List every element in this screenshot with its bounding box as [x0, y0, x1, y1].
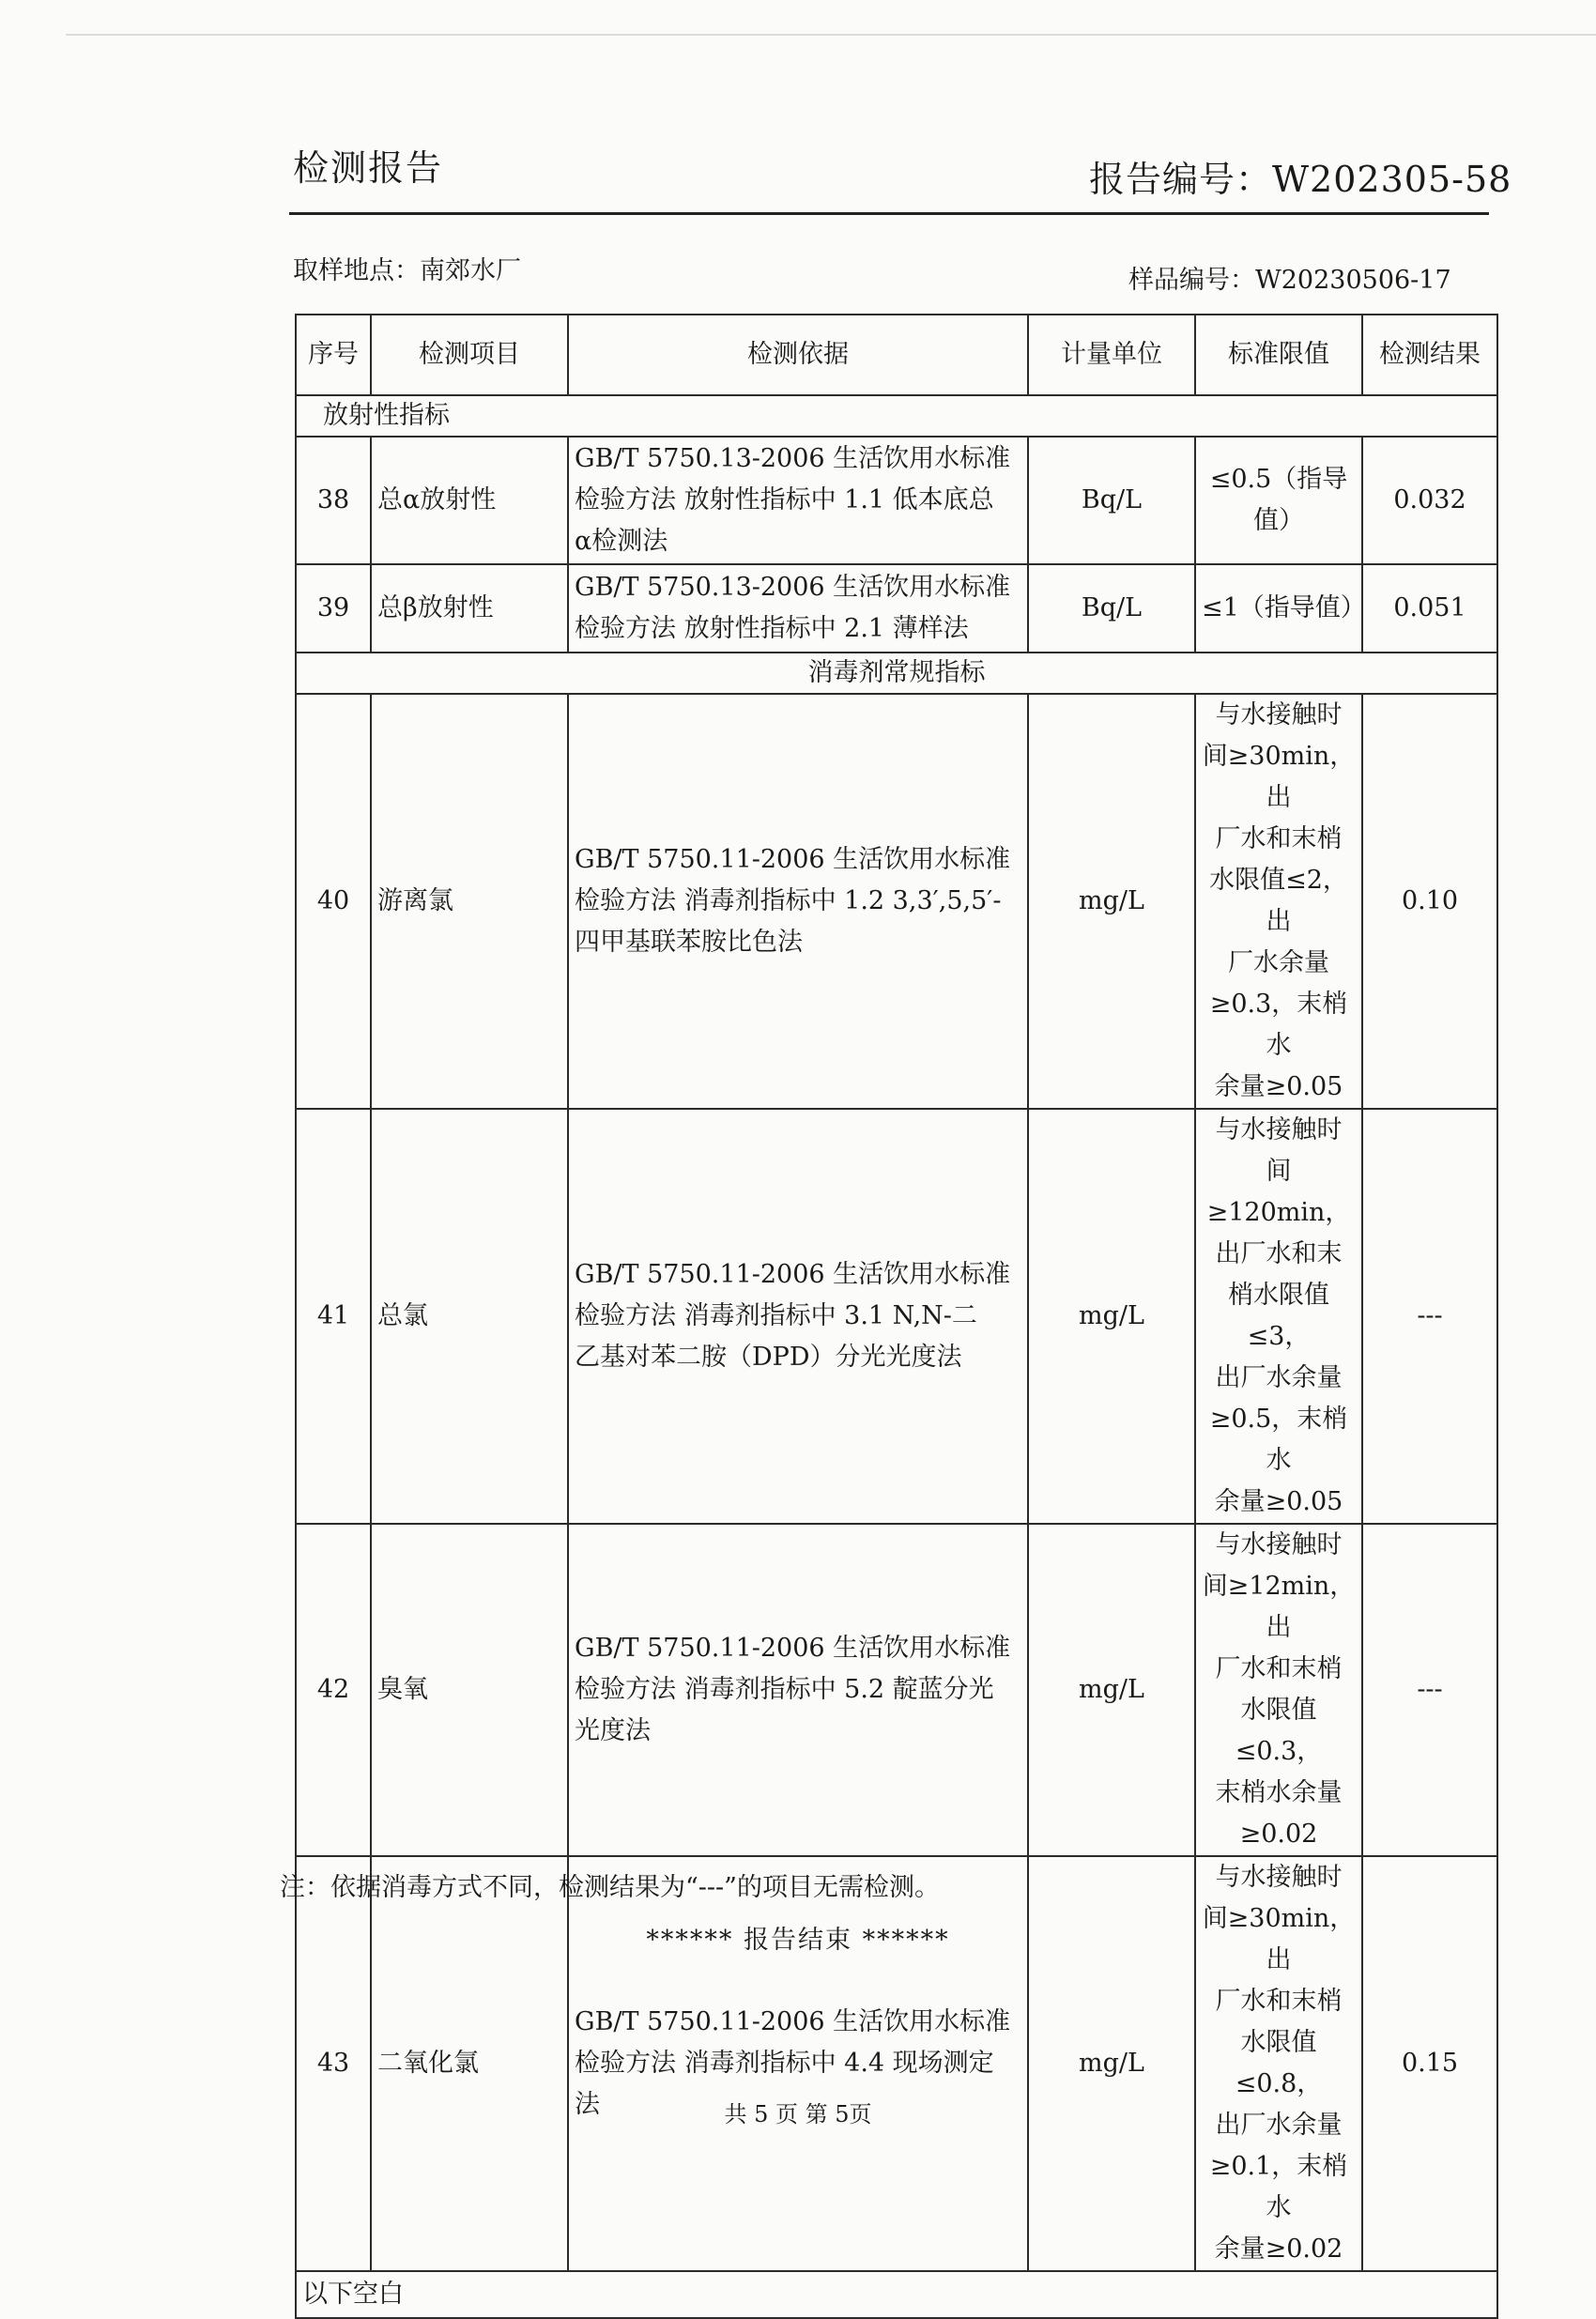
standard-line: GB/T 5750.13-2006 生活饮用水标准	[575, 444, 1011, 473]
standard-line: 检验方法 消毒剂指标中 3.1 N,N-二	[575, 1301, 977, 1330]
limit-line: ≥0.5，末梢水	[1209, 1405, 1348, 1475]
blank-below-row	[296, 2271, 1497, 2318]
standard-line: 光度法	[575, 1716, 651, 1745]
sample-location: 取样地点：南郊水厂	[293, 256, 521, 285]
standard-line: GB/T 5750.11-2006 生活饮用水标准	[575, 1634, 1011, 1663]
limit-line: 余量≥0.02	[1214, 2235, 1343, 2264]
footnote: 注：依据消毒方式不同，检测结果为“---”的项目无需检测。	[280, 1873, 940, 1902]
standard-line: α检测法	[575, 527, 668, 556]
row-standard	[568, 1524, 1028, 1856]
standard-line: GB/T 5750.13-2006 生活饮用水标准	[575, 573, 1011, 602]
row-unit: mg/L	[1028, 1856, 1195, 2271]
table-row	[296, 1109, 1497, 1524]
limit-line: 水限值≤2，出	[1209, 866, 1348, 936]
row-no: 39	[296, 564, 371, 653]
row-standard	[568, 1109, 1028, 1524]
blank-below-text: 以下空白	[296, 2271, 1497, 2318]
row-standard	[568, 564, 1028, 653]
standard-line: GB/T 5750.11-2006 生活饮用水标准	[575, 2007, 1011, 2036]
sample-number: 样品编号：W20230506-17	[1128, 266, 1451, 295]
report-title: 检测报告	[293, 147, 444, 189]
col-header-standard: 检测依据	[568, 315, 1028, 395]
col-header-no: 序号	[296, 315, 371, 395]
row-standard	[568, 694, 1028, 1109]
standard-line: 检验方法 放射性指标中 1.1 低本底总	[575, 485, 994, 514]
limit-line: 厂水和末梢	[1215, 1987, 1343, 2016]
row-limit	[1195, 437, 1362, 564]
row-standard	[568, 437, 1028, 564]
table-row	[296, 694, 1497, 1109]
section-row-disinfectant	[296, 653, 1497, 694]
limit-line: 水限值≤0.8，	[1235, 2028, 1323, 2098]
row-item: 总α放射性	[371, 437, 568, 564]
header-divider	[289, 212, 1489, 215]
limit-line: 间≥12min，出	[1202, 1572, 1356, 1642]
row-result: 0.032	[1362, 437, 1497, 564]
limit-line: 与水接触时	[1215, 1863, 1343, 1892]
section-row-radioactive	[296, 395, 1497, 437]
report-number: 报告编号：W202305-58	[1089, 159, 1512, 200]
limit-line: 余量≥0.05	[1214, 1487, 1343, 1516]
row-result: ---	[1362, 1109, 1497, 1524]
standard-line: 检验方法 消毒剂指标中 1.2 3,3′,5,5′-	[575, 886, 1002, 915]
limit-line: 余量≥0.05	[1214, 1072, 1343, 1101]
scan-edge-line	[66, 34, 1596, 36]
col-header-item: 检测项目	[371, 315, 568, 395]
row-unit: Bq/L	[1028, 564, 1195, 653]
standard-line: 检验方法 消毒剂指标中 5.2 靛蓝分光	[575, 1675, 994, 1704]
standard-line: 检验方法 放射性指标中 2.1 薄样法	[575, 614, 969, 643]
limit-line: 厂水和末梢	[1215, 824, 1343, 853]
section-title-radioactive: 放射性指标	[296, 395, 1497, 437]
limit-line: 间≥30min，出	[1202, 1904, 1356, 1974]
row-limit	[1195, 564, 1366, 653]
limit-line: ≥0.1，末梢水	[1209, 2152, 1348, 2222]
limit-line: 间≥30min，出	[1202, 742, 1356, 812]
standard-line: 乙基对苯二胺（DPD）分光光度法	[575, 1343, 962, 1372]
table-header-row	[296, 315, 1497, 395]
row-item: 臭氧	[371, 1524, 568, 1856]
limit-line: 与水接触时	[1215, 700, 1343, 729]
limit-line: ≥0.02	[1239, 1820, 1318, 1849]
row-item: 游离氯	[371, 694, 568, 1109]
limit-line: 与水接触时	[1215, 1115, 1343, 1144]
section-title-disinfectant: 消毒剂常规指标	[296, 653, 1497, 694]
row-unit: mg/L	[1028, 1109, 1195, 1524]
row-unit: Bq/L	[1028, 437, 1195, 564]
limit-line: 出厂水余量	[1215, 2111, 1343, 2140]
row-no: 41	[296, 1109, 371, 1524]
row-unit: mg/L	[1028, 1524, 1195, 1856]
table-row	[296, 1524, 1497, 1856]
row-result: 0.051	[1362, 564, 1497, 653]
row-limit	[1195, 694, 1362, 1109]
limit-line: 间≥120min，	[1206, 1157, 1351, 1227]
col-header-result: 检测结果	[1362, 315, 1497, 395]
row-no: 38	[296, 437, 371, 564]
row-result: ---	[1362, 1524, 1497, 1856]
row-result: 0.15	[1362, 1856, 1497, 2271]
col-header-limit: 标准限值	[1195, 315, 1362, 395]
table-row	[296, 564, 1497, 653]
row-item: 二氧化氯	[371, 1856, 568, 2271]
table-row	[296, 437, 1497, 564]
page-number: 共 5 页 第 5页	[724, 2101, 872, 2127]
limit-line: 厂水和末梢	[1215, 1654, 1343, 1683]
limit-line: 出厂水和末	[1215, 1239, 1343, 1268]
limit-line: 与水接触时	[1215, 1530, 1343, 1559]
row-item: 总β放射性	[371, 564, 568, 653]
standard-line: GB/T 5750.11-2006 生活饮用水标准	[575, 845, 1011, 874]
row-limit	[1195, 1109, 1362, 1524]
standard-line: 检验方法 消毒剂指标中 4.4 现场测定	[575, 2049, 994, 2078]
standard-line: GB/T 5750.11-2006 生活饮用水标准	[575, 1260, 1011, 1289]
standard-line: 四甲基联苯胺比色法	[575, 928, 803, 957]
col-header-unit: 计量单位	[1028, 315, 1195, 395]
row-no: 43	[296, 1856, 371, 2271]
row-no: 42	[296, 1524, 371, 1856]
standard-line: 法	[575, 2090, 600, 2119]
limit-line: 水限值≤0.3，	[1235, 1696, 1323, 1766]
limit-line: ≤0.5（指导值）	[1209, 465, 1348, 535]
limit-line: ≤1（指导值）	[1202, 593, 1366, 622]
limit-line: 出厂水余量	[1215, 1363, 1343, 1392]
row-result: 0.10	[1362, 694, 1497, 1109]
row-unit: mg/L	[1028, 694, 1195, 1109]
limit-line: 梢水限值≤3，	[1228, 1281, 1329, 1351]
report-end-mark: ****** 报告结束 ******	[646, 1926, 950, 1955]
limit-line: 末梢水余量	[1215, 1778, 1343, 1807]
row-item: 总氯	[371, 1109, 568, 1524]
row-limit	[1195, 1524, 1362, 1856]
limit-line: ≥0.3，末梢水	[1209, 990, 1348, 1060]
row-no: 40	[296, 694, 371, 1109]
limit-line: 厂水余量	[1228, 948, 1329, 977]
results-table	[295, 314, 1498, 2319]
